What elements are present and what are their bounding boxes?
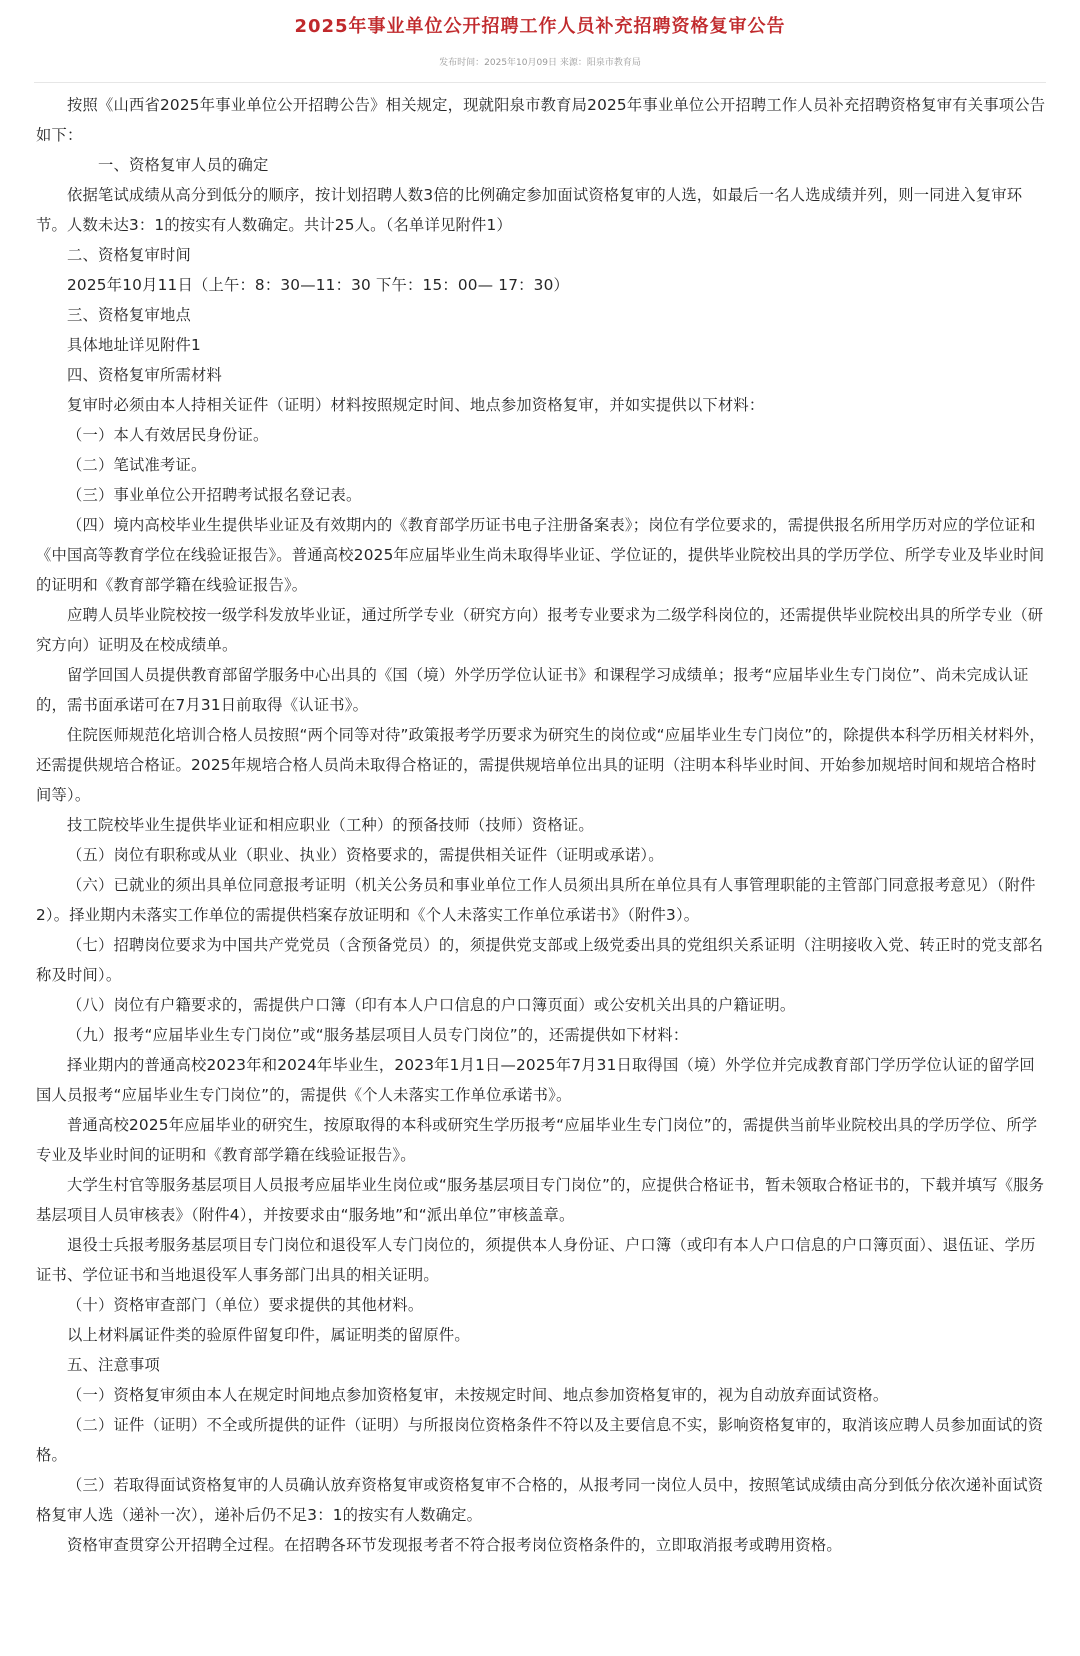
paragraph: 应聘人员毕业院校按一级学科发放毕业证，通过所学专业（研究方向）报考专业要求为二级学科岗位的，还需提供毕业院校出具的所学专业（研究方向）证明及在校成绩单。 (36, 606, 1044, 654)
list-item: （一）资格复审须由本人在规定时间地点参加资格复审，未按规定时间、地点参加资格复审的，视为自动放弃面试资格。 (67, 1386, 889, 1404)
paragraph: 择业期内的普通高校2023年和2024年毕业生，2023年1月1日—2025年7月31日取得国（境）外学位并完成教育部门学历学位认证的留学回国人员报考“应届毕业生专门岗位”的，需提供《个人未落实工作单位承诺书》。 (36, 1056, 1035, 1104)
paragraph: 留学回国人员提供教育部留学服务中心出具的《国（境）外学历学位认证书》和课程学习成绩单；报考“应届毕业生专门岗位”、尚未完成认证的，需书面承诺可在7月31日前取得《认证书》。 (36, 666, 1029, 714)
paragraph: 住院医师规范化培训合格人员按照“两个同等对待”政策报考学历要求为研究生的岗位或“应届毕业生专门岗位”的，除提供本科学历相关材料外，还需提供规培合格证。2025年规培合格人员尚未取得合格证的，需提供规培单位出具的证明（注明本科毕业时间、开始参加规培时间和规培合格时间等）。 (36, 726, 1045, 804)
paragraph: 具体地址详见附件1 (67, 336, 201, 354)
paragraph: 依据笔试成绩从高分到低分的顺序，按计划招聘人数3倍的比例确定参加面试资格复审的人选，如最后一名人选成绩并列，则一同进入复审环节。人数未达3：1的按实有人数确定。共计25人。（名单详见附件1） (36, 186, 1023, 234)
paragraph: 以上材料属证件类的验原件留复印件，属证明类的留原件。 (67, 1326, 470, 1344)
list-item: （六）已就业的须出具单位同意报考证明（机关公务员和事业单位工作人员须出具所在单位具有人事管理职能的主管部门同意报考意见）（附件2）。择业期内未落实工作单位的需提供档案存放证明和《个人未落实工作单位承诺书》（附件3）。 (36, 876, 1036, 924)
intro-paragraph: 按照《山西省2025年事业单位公开招聘公告》相关规定，现就阳泉市教育局2025年事业单位公开招聘工作人员补充招聘资格复审有关事项公告如下： (36, 96, 1046, 144)
list-item: （三）事业单位公开招聘考试报名登记表。 (67, 486, 362, 504)
section-heading-1: 一、资格复审人员的确定 (98, 156, 269, 174)
list-item: （七）招聘岗位要求为中国共产党党员（含预备党员）的，须提供党支部或上级党委出具的党组织关系证明（注明接收入党、转正时的党支部名称及时间）。 (36, 936, 1044, 984)
paragraph: 技工院校毕业生提供毕业证和相应职业（工种）的预备技师（技师）资格证。 (67, 816, 594, 834)
list-item: （十）资格审查部门（单位）要求提供的其他材料。 (67, 1296, 424, 1314)
list-item: （九）报考“应届毕业生专门岗位”或“服务基层项目人员专门岗位”的，还需提供如下材料： (67, 1026, 689, 1044)
list-item: （二）证件（证明）不全或所提供的证件（证明）与所报岗位资格条件不符以及主要信息不实，影响资格复审的，取消该应聘人员参加面试的资格。 (36, 1416, 1044, 1464)
paragraph: 退役士兵报考服务基层项目专门岗位和退役军人专门岗位的，须提供本人身份证、户口簿（或印有本人户口信息的户口簿页面）、退伍证、学历证书、学位证书和当地退役军人事务部门出具的相关证明。 (36, 1236, 1036, 1284)
header-divider (34, 82, 1046, 83)
paragraph: 大学生村官等服务基层项目人员报考应届毕业生岗位或“服务基层项目专门岗位”的，应提供合格证书，暂未领取合格证书的，下载并填写《服务基层项目人员审核表》（附件4），并按要求由“服务地”和“派出单位”审核盖章。 (36, 1176, 1045, 1224)
article-title: 2025年事业单位公开招聘工作人员补充招聘资格复审公告 (294, 16, 786, 37)
article-meta: 发布时间：2025年10月09日 来源：阳泉市教育局 (439, 58, 641, 68)
paragraph: 普通高校2025年应届毕业的研究生，按原取得的本科或研究生学历报考“应届毕业生专门岗位”的，需提供当前毕业院校出具的学历学位、所学专业及毕业时间的证明和《教育部学籍在线验证报告》。 (36, 1116, 1038, 1164)
section-heading-5: 五、注意事项 (67, 1356, 160, 1374)
list-item: （三）若取得面试资格复审的人员确认放弃资格复审或资格复审不合格的，从报考同一岗位人员中，按照笔试成绩由高分到低分依次递补面试资格复审人选（递补一次），递补后仍不足3：1的按实有人数确定。 (36, 1476, 1044, 1524)
list-item: （八）岗位有户籍要求的，需提供户口簿（印有本人户口信息的户口簿页面）或公安机关出具的户籍证明。 (67, 996, 796, 1014)
closing-paragraph: 资格审查贯穿公开招聘全过程。在招聘各环节发现报考者不符合报考岗位资格条件的，立即取消报考或聘用资格。 (67, 1536, 842, 1554)
list-item: （四）境内高校毕业生提供毕业证及有效期内的《教育部学历证书电子注册备案表》；岗位有学位要求的，需提供报名所用学历对应的学位证和《中国高等教育学位在线验证报告》。普通高校2025年应届毕业生尚未取得毕业证、学位证的，提供毕业院校出具的学历学位、所学专业及毕业时间的证明和《教育部学籍在线验证报告》。 (36, 516, 1045, 594)
paragraph: 2025年10月11日（上午：8：30—11：30 下午：15：00— 17：30） (67, 276, 570, 294)
list-item: （五）岗位有职称或从业（职业、执业）资格要求的，需提供相关证件（证明或承诺）。 (67, 846, 664, 864)
list-item: （二）笔试准考证。 (67, 456, 207, 474)
list-item: （一）本人有效居民身份证。 (67, 426, 269, 444)
article-body (36, 90, 1046, 1560)
section-heading-2: 二、资格复审时间 (67, 246, 191, 264)
section-heading-4: 四、资格复审所需材料 (67, 366, 222, 384)
section-heading-3: 三、资格复审地点 (67, 306, 191, 324)
paragraph: 复审时必须由本人持相关证件（证明）材料按照规定时间、地点参加资格复审，并如实提供以下材料： (67, 396, 765, 414)
